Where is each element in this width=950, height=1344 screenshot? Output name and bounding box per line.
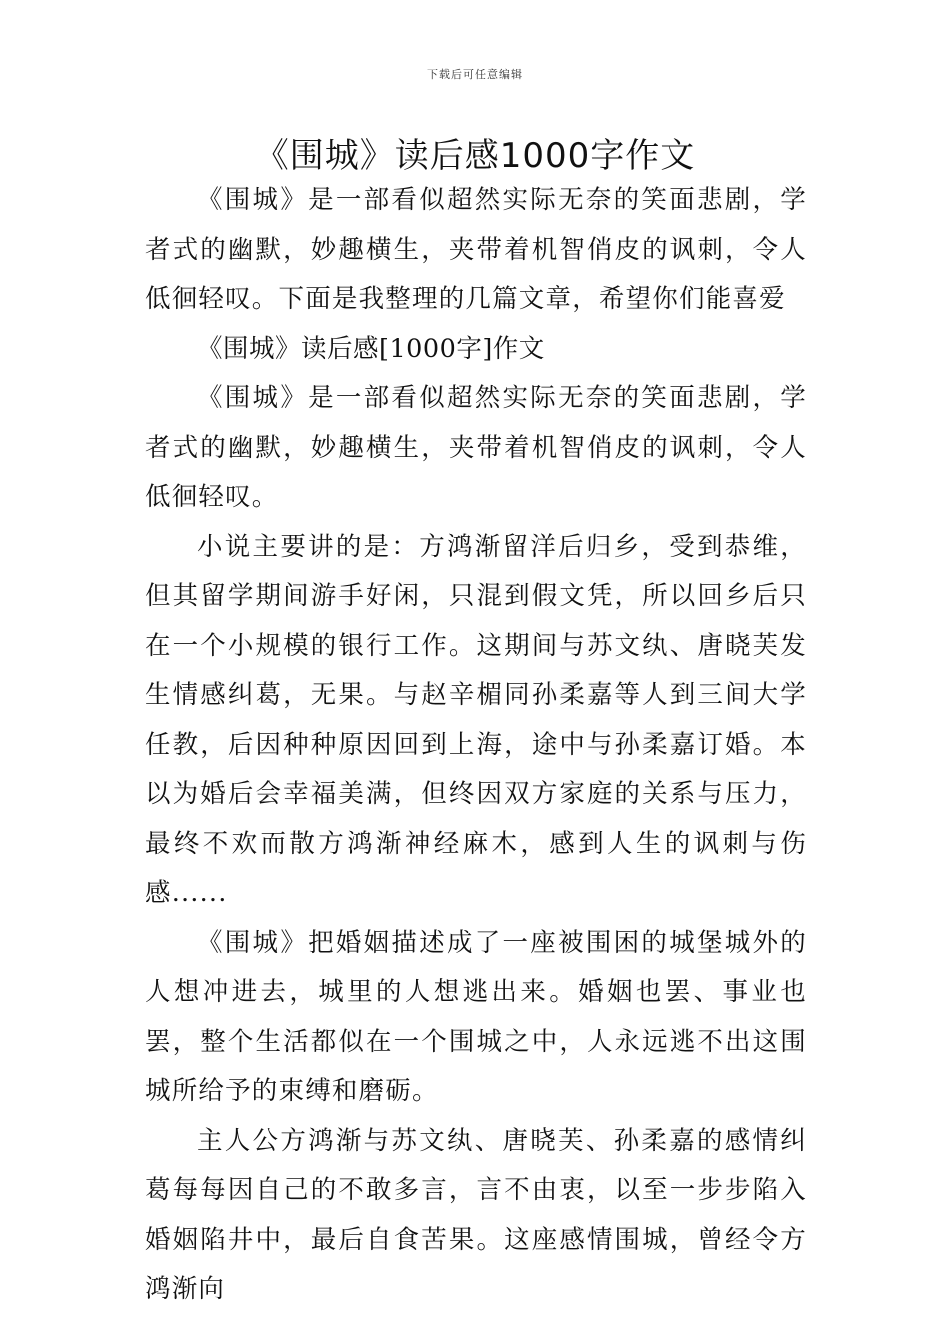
document-body bbox=[145, 176, 807, 1315]
paragraph-subheading: 《围城》读后感[1000字]作文 bbox=[197, 333, 545, 364]
paragraph-plot: 小说主要讲的是：方鸿渐留洋后归乡，受到恭维，但其留学期间游手好闲，只混到假文凭，所以回乡后只在一个小规模的银行工作。这期间与苏文纨、唐晓芙发生情感纠葛，无果。与赵辛楣同孙柔嘉等人到三间大学任教，后因种种原因回到上海，途中与孙柔嘉订婚。本以为婚后会幸福美满，但终因双方家庭的关系与压力，最终不欢而散方鸿渐神经麻木，感到人生的讽刺与伤感...... bbox=[145, 531, 807, 908]
header-note: 下载后可任意编辑 bbox=[427, 68, 523, 81]
paragraph-marriage: 《围城》把婚姻描述成了一座被围困的城堡城外的人想冲进去，城里的人想逃出来。婚姻也罢、事业也罢，整个生活都似在一个围城之中，人永远逃不出这围城所给予的束缚和磨砺。 bbox=[145, 927, 807, 1106]
paragraph-protagonist: 主人公方鸿渐与苏文纨、唐晓芙、孙柔嘉的感情纠葛每每因自己的不敢多言，言不由衷，以至一步步陷入婚姻陷井中，最后自食苦果。这座感情围城，曾经令方鸿渐向 bbox=[145, 1125, 807, 1304]
paragraph-summary: 《围城》是一部看似超然实际无奈的笑面悲剧，学者式的幽默，妙趣横生，夹带着机智俏皮的讽刺，令人低徊轻叹。 bbox=[145, 383, 807, 512]
document-title: 《围城》读后感1000字作文 bbox=[254, 136, 696, 176]
paragraph-intro: 《围城》是一部看似超然实际无奈的笑面悲剧，学者式的幽默，妙趣横生，夹带着机智俏皮的讽刺，令人低徊轻叹。下面是我整理的几篇文章，希望你们能喜爱 bbox=[145, 185, 807, 314]
